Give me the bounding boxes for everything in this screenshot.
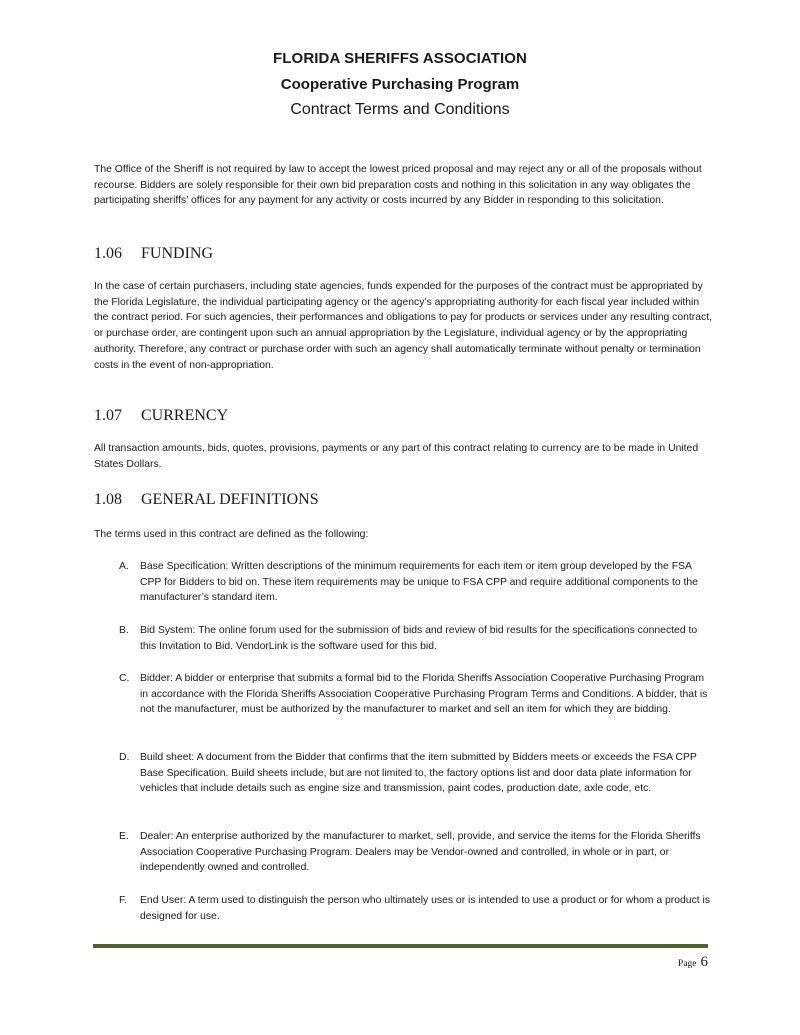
section-body-funding: In the case of certain purchasers, including state agencies, funds expended for the purposes of the contract must be appropriated by the Florida Legislature, the individual participating agency or the agency’s appropriating authority for each fiscal year included within the contract period. For such agencies, their performances and obligations to pay for products or services under any resulting contract, or purchase order, are contingent upon such an annual appropriation by the Legislature, individual agency or by the appropriating authority. Therefore, any contract or purchase order with such an agency shall automatically terminate without penalty or termination costs in the event of non-appropriation. bbox=[94, 281, 712, 371]
definition-text: Dealer: An enterprise authorized by the manufacturer to market, sell, provide, and service the items for the Florida Sheriffs Association Cooperative Purchasing Program. Dealers may be Vendor-owned and controlled, in whole or in part, or independently owned and controlled. bbox=[140, 831, 701, 874]
document-title: Contract Terms and Conditions bbox=[290, 101, 510, 118]
section-title: FUNDING bbox=[141, 245, 213, 262]
section-number: 1.08 bbox=[94, 491, 122, 508]
footer-rule bbox=[93, 944, 708, 948]
definition-letter: B. bbox=[119, 625, 129, 636]
definition-text: Bidder: A bidder or enterprise that submits a formal bid to the Florida Sheriffs Association Cooperative Purchasing Program in accordance with the Florida Sheriffs Association Cooperative Purchasing Program Terms and Conditions. A bidder, that is not the manufacturer, must be authorized by the manufacturer to market and sell an item for which they are bidding. bbox=[140, 673, 708, 716]
definition-item-dealer bbox=[119, 829, 719, 876]
page-number bbox=[678, 953, 708, 971]
section-body-general-definitions: The terms used in this contract are defined as the following: bbox=[94, 529, 369, 540]
organization-title: FLORIDA SHERIFFS ASSOCIATION bbox=[273, 50, 527, 67]
section-body-currency: All transaction amounts, bids, quotes, provisions, payments or any part of this contract relating to currency are to be made in United States Dollars. bbox=[94, 443, 699, 470]
section-heading-funding bbox=[94, 245, 213, 263]
section-number: 1.07 bbox=[94, 407, 122, 424]
page-number-value: 6 bbox=[700, 954, 708, 970]
definition-letter: C. bbox=[119, 673, 130, 684]
definition-letter: F. bbox=[119, 895, 128, 906]
definition-text: End User: A term used to distinguish the person who ultimately uses or is intended to use a product or for whom a product is designed for use. bbox=[140, 895, 711, 922]
section-title: GENERAL DEFINITIONS bbox=[141, 491, 319, 508]
definition-item-base-specification bbox=[119, 559, 719, 606]
intro-paragraph: The Office of the Sheriff is not required by law to accept the lowest priced proposal and may reject any or all of the proposals without recourse. Bidders are solely responsible for their own bid preparation costs and nothing in this solicitation in any way obligates the participating sheriffs’ offices for any payment for any activity or costs incurred by any Bidder in responding to this solicitation. bbox=[94, 164, 702, 207]
program-title: Cooperative Purchasing Program bbox=[280, 76, 520, 93]
definition-letter: A. bbox=[119, 561, 129, 572]
section-heading-general-definitions bbox=[94, 491, 319, 509]
definition-text: Build sheet: A document from the Bidder that confirms that the item submitted by Bidders meets or exceeds the FSA CPP Base Specification. Build sheets include, but are not limited to, the factory options list and door data plate information for vehicles that include details such as engine size and transmission, paint codes, production date, axle code, etc. bbox=[140, 752, 697, 795]
definition-item-build-sheet bbox=[119, 750, 719, 797]
definition-item-bidder bbox=[119, 671, 719, 718]
section-heading-currency bbox=[94, 407, 228, 425]
page-label: Page bbox=[678, 959, 697, 969]
definition-letter: D. bbox=[119, 752, 130, 763]
definition-item-end-user bbox=[119, 893, 719, 924]
definition-letter: E. bbox=[119, 831, 129, 842]
definition-item-bid-system bbox=[119, 623, 719, 654]
section-title: CURRENCY bbox=[141, 407, 229, 424]
definition-text: Base Specification: Written descriptions of the minimum requirements for each item or item group developed by the FSA CPP for Bidders to bid on. These item requirements may be unique to FSA CPP and require additional components to the manufacturer’s standard item. bbox=[140, 561, 698, 604]
definition-text: Bid System: The online forum used for the submission of bids and review of bid results for the specifications connected to this Invitation to Bid. VendorLink is the software used for this bid. bbox=[140, 625, 698, 652]
section-number: 1.06 bbox=[94, 245, 122, 262]
